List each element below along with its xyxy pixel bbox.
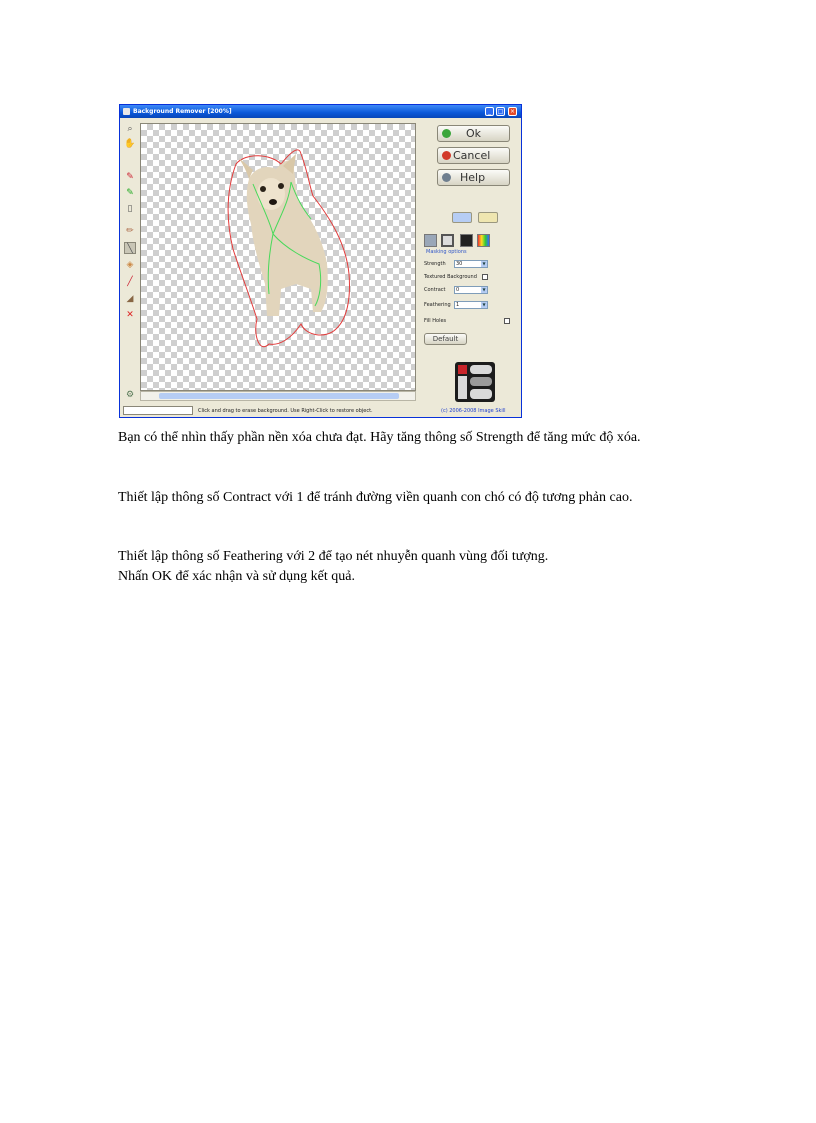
textured-background-row [424, 273, 516, 282]
zoom-icon[interactable]: ⌕ [127, 124, 133, 134]
view-original-icon[interactable] [424, 234, 437, 247]
tool-palette [122, 121, 138, 403]
cancel-button[interactable] [437, 147, 510, 164]
feathering-label: Feathering [424, 302, 451, 308]
contract-row [424, 286, 516, 295]
feathering-row [424, 301, 516, 310]
status-field [123, 406, 193, 415]
cancel-label: Cancel [453, 149, 491, 162]
status-bar [120, 405, 521, 417]
close-button[interactable]: × [509, 108, 516, 115]
contract-select[interactable] [454, 286, 488, 294]
strength-row [424, 260, 516, 269]
title-bar [120, 105, 521, 118]
feathering-value: 1 [456, 302, 460, 308]
brush-tool-icon[interactable]: ╲ [124, 242, 136, 254]
paragraph-contract: Thiết lập thông số Contract với 1 để tránh đường viền quanh con chó có độ tương phản cao. [118, 490, 633, 505]
window-title: Background Remover [200%] [133, 108, 232, 115]
view-color-icon[interactable] [477, 234, 490, 247]
fill-icon[interactable]: ◈ [126, 260, 134, 270]
paragraph-feathering: Thiết lập thông số Feathering với 2 để tạo nét nhuyễn quanh vùng đối tượng. [118, 549, 549, 564]
pencil-icon[interactable]: ✏ [126, 226, 134, 236]
page-icon[interactable]: ▯ [127, 204, 133, 214]
paragraph-confirm: Nhấn OK để xác nhận và sử dụng kết quả. [118, 569, 355, 584]
minimize-button[interactable]: _ [485, 107, 494, 116]
strength-value: 30 [456, 261, 463, 267]
maximize-button[interactable]: □ [497, 108, 504, 115]
view-black-icon[interactable] [460, 234, 473, 247]
textured-background-label: Textured Background [424, 274, 477, 280]
chevron-down-icon: ▼ [482, 302, 486, 307]
contract-value: 0 [456, 287, 460, 293]
check-icon [442, 129, 451, 138]
contract-label: Contract [424, 287, 446, 293]
hand-icon[interactable]: ✋ [124, 139, 136, 149]
chevron-down-icon: ▼ [482, 287, 486, 292]
help-label: Help [460, 171, 486, 184]
strength-select[interactable] [454, 260, 488, 268]
view-mask-icon[interactable] [441, 234, 454, 247]
masking-options-title: Masking options [426, 249, 467, 255]
textured-background-checkbox[interactable] [482, 274, 488, 280]
options-panel [420, 121, 520, 403]
chevron-down-icon: ▼ [482, 261, 486, 266]
settings-icon[interactable]: ⚙ [125, 390, 135, 400]
status-hint: Click and drag to erase background. Use Right-Click to restore object. [198, 408, 373, 414]
feathering-select[interactable] [454, 301, 488, 309]
eraser-plus-icon[interactable]: ✎ [126, 188, 134, 198]
strength-label: Strength [424, 261, 446, 267]
help-icon [442, 173, 451, 182]
ok-label: Ok [466, 127, 482, 140]
image-skill-logo [454, 361, 496, 403]
background-remover-window [119, 104, 522, 418]
default-button[interactable]: Default [424, 333, 467, 345]
gradient-icon[interactable]: ◢ [126, 294, 134, 304]
clear-icon[interactable]: ✕ [126, 310, 134, 320]
app-icon [123, 108, 130, 115]
fill-holes-checkbox[interactable] [504, 318, 510, 324]
ok-button[interactable] [437, 125, 510, 142]
fill-holes-label: Fill Holes [424, 318, 447, 324]
mode-button-1[interactable] [452, 212, 472, 223]
horizontal-scrollbar[interactable] [140, 391, 416, 401]
eraser-minus-icon[interactable]: ✎ [126, 172, 134, 182]
dog-image [141, 124, 417, 392]
scrollbar-thumb[interactable] [159, 393, 399, 399]
copyright-text: (c) 2006-2008 Image Skill [441, 408, 506, 414]
help-button[interactable] [437, 169, 510, 186]
fill-holes-row [424, 317, 516, 326]
image-canvas[interactable] [140, 123, 416, 391]
mode-button-2[interactable] [478, 212, 498, 223]
cancel-icon [442, 151, 451, 160]
restore-brush-icon[interactable]: ╱ [127, 277, 133, 287]
paragraph-strength: Bạn có thể nhìn thấy phần nền xóa chưa đạt. Hãy tăng thông số Strength để tăng mức độ xóa. [118, 430, 641, 445]
